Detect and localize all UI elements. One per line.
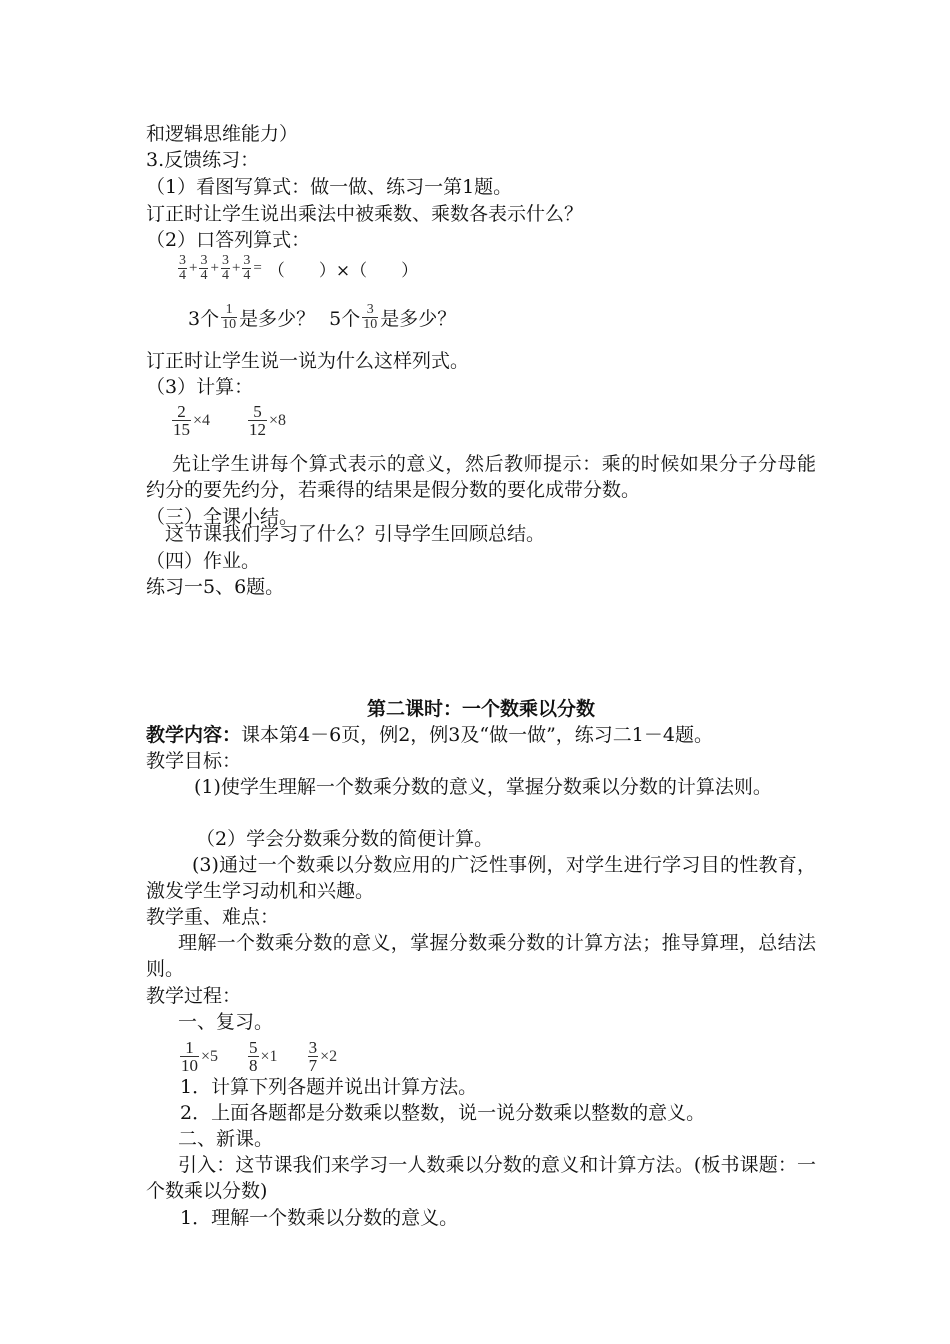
text-line: （三）全课小结。	[146, 506, 299, 528]
fraction: $\frac{3}{4}$	[221, 253, 229, 283]
paragraph: (3)通过一个数乘以分数应用的广泛性事例，对学生进行学习目的性教育，激发学生学习动机和兴趣。	[146, 854, 816, 902]
review-expressions: $\frac{1}{10}$ ×5 $\frac{5}{8}$ ×1 $\frac{3}{7}$ ×2	[181, 1038, 338, 1075]
paragraph: 理解一个数乘分数的意义，掌握分数乘分数的计算方法；推导算理，总结法则。	[146, 932, 816, 980]
fraction: $\frac{5}{12}$	[249, 402, 267, 439]
fraction: $\frac{3}{4}$	[179, 253, 186, 283]
text-line: 教学目标：	[146, 750, 242, 772]
text-line: 订正时让学生说一说为什么这样列式。	[146, 350, 470, 372]
lesson-title: 第二课时：一个数乘以分数	[366, 698, 595, 720]
text-line: （四）作业。	[146, 550, 261, 572]
text-line: 1．计算下列各题并说出计算方法。	[180, 1076, 478, 1098]
text-line: 2．上面各题都是分数乘以整数，说一说分数乘以整数的意义。	[180, 1102, 706, 1124]
answer-blanks: （ ）×（ ）	[267, 261, 419, 281]
text-line: 3.反馈练习：	[146, 149, 260, 171]
text-line: 1．理解一个数乘以分数的意义。	[180, 1207, 459, 1229]
fraction: $\frac{3}{4}$	[243, 253, 251, 283]
calc-expressions: $\frac{2}{15}$ ×4 $\frac{5}{12}$ ×8	[173, 402, 287, 439]
text-line: （2）学会分数乘分数的简便计算。	[196, 828, 494, 850]
fraction: $\frac{2}{15}$	[173, 402, 190, 439]
text-line: 订正时让学生说出乘法中被乘数、乘数各表示什么？	[146, 203, 584, 225]
equation-repeated-addition: $\frac{3}{4}$ + $\frac{3}{4}$ + $\frac{3}{4}$ + $\frac{3}{4}$ = （ ）×（ ）	[179, 253, 419, 283]
equation-fraction-questions: 3个 $\frac{1}{10}$ 是多少？ 5个 $\frac{3}{10}$ 是多少？	[188, 302, 457, 332]
text-line: （3）计算：	[146, 376, 254, 398]
fraction: $\frac{3}{7}$	[308, 1038, 318, 1075]
text-line: （2）口答列算式：	[146, 229, 311, 251]
fraction: $\frac{3}{10}$	[363, 302, 378, 332]
fraction: $\frac{1}{10}$	[181, 1038, 198, 1075]
text-line: 这节课我们学习了什么？引导学生回顾总结。	[165, 523, 546, 545]
text-line: （1）看图写算式：做一做、练习一第1题。	[146, 176, 513, 198]
text-line: 二、新课。	[178, 1128, 274, 1150]
fraction: $\frac{5}{8}$	[249, 1038, 258, 1075]
text-line: 一、复习。	[178, 1011, 274, 1033]
text-line: 和逻辑思维能力）	[146, 123, 299, 145]
paragraph: (1)使学生理解一个数乘分数的意义，掌握分数乘以分数的计算法则。	[194, 776, 772, 798]
text-line: 教学重、难点：	[146, 906, 280, 928]
text-line: 教学内容：课本第4－6页，例2，例3及“做一做”，练习二1－4题。	[146, 724, 713, 746]
content-label: 教学内容：	[146, 724, 242, 746]
text-line: 练习一5、6题。	[146, 576, 285, 598]
paragraph: 先让学生讲每个算式表示的意义，然后教师提示：乘的时候如果分子分母能约分的要先约分，若乘得的结果是假分数的要化成带分数。	[146, 453, 816, 501]
text-line: 教学过程：	[146, 985, 242, 1007]
paragraph: 引入：这节课我们来学习一人数乘以分数的意义和计算方法。(板书课题：一个数乘以分数)	[146, 1154, 816, 1202]
fraction: $\frac{3}{4}$	[200, 253, 208, 283]
fraction: $\frac{1}{10}$	[222, 302, 237, 332]
